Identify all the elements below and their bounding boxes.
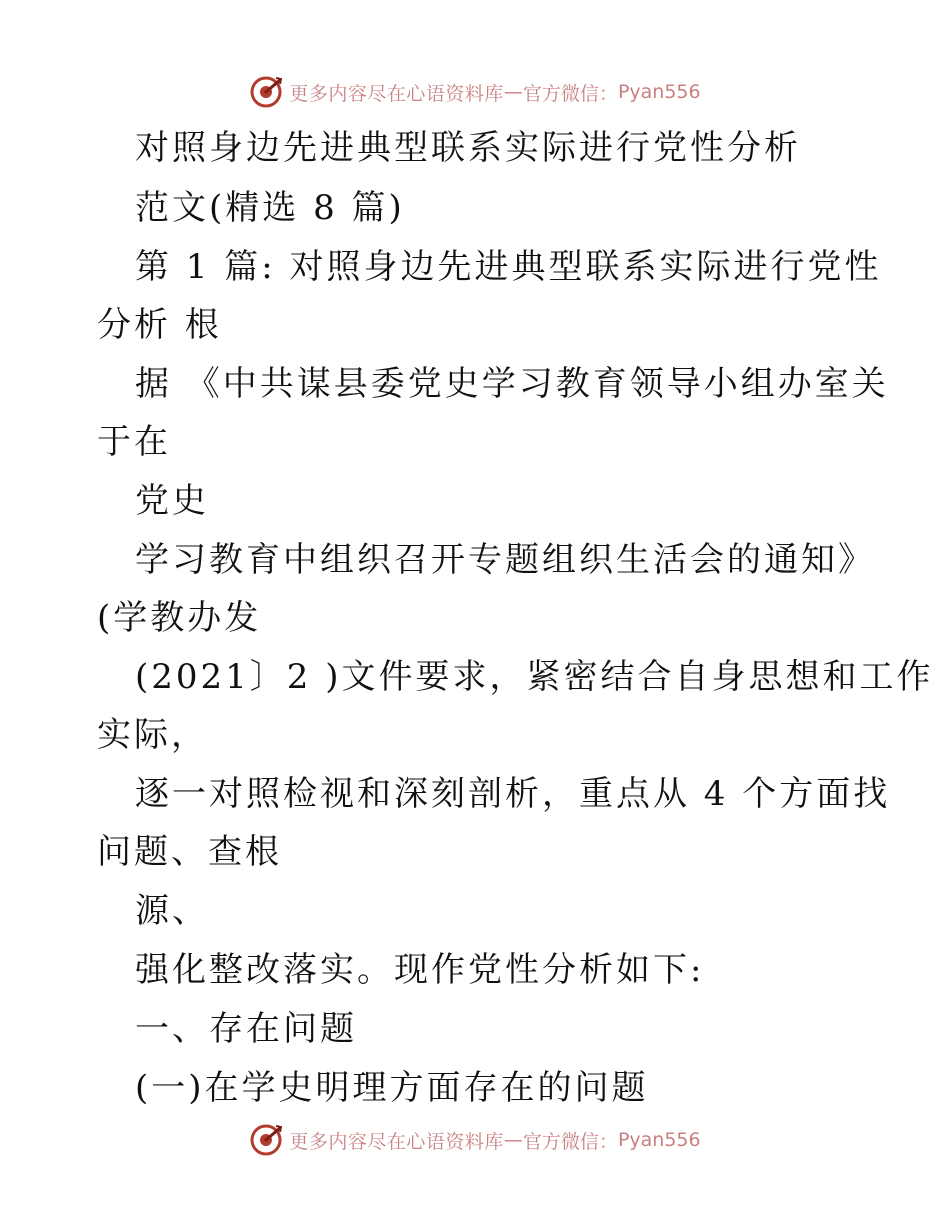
footer-banner bbox=[0, 1118, 950, 1162]
doc-text-line: 强化整改落实。现作党性分析如下: bbox=[135, 950, 705, 990]
doc-section-heading: 一、存在问题 bbox=[135, 1009, 357, 1049]
header-banner bbox=[0, 70, 950, 114]
doc-subsection-heading: (一)在学史明理方面存在的问题 bbox=[135, 1068, 649, 1108]
doc-text-line: 第 1 篇: 对照身边先进典型联系实际进行党性 bbox=[135, 247, 882, 287]
banner-wechat-id: Pyan556 bbox=[617, 1129, 701, 1151]
brand-logo-icon bbox=[249, 1123, 283, 1157]
banner-wechat-id: Pyan556 bbox=[617, 81, 701, 103]
banner-wechat-label: 官方微信： bbox=[522, 1130, 618, 1153]
doc-text-line: 于在 bbox=[97, 422, 171, 462]
doc-text-line: 逐一对照检视和深刻剖析，重点从 4 个方面找 bbox=[135, 774, 891, 814]
doc-text-line: 据 《中共谋县委党史学习教育领导小组办室关 bbox=[135, 364, 889, 404]
banner-wechat-label: 官方微信： bbox=[522, 82, 618, 105]
doc-title-line-1: 对照身边先进典型联系实际进行党性分析 bbox=[135, 128, 801, 168]
banner-separator: — bbox=[503, 81, 523, 103]
doc-text-line: 问题、查根 bbox=[97, 832, 282, 872]
doc-text-line: 学习教育中组织召开专题组织生活会的通知》 bbox=[135, 540, 875, 580]
doc-text-line: 实际， bbox=[97, 715, 208, 755]
doc-text-line: 源、 bbox=[135, 891, 209, 931]
doc-text-line: 党史 bbox=[135, 481, 209, 521]
doc-text-line: 分析 根 bbox=[97, 305, 222, 345]
doc-title-line-2: 范文(精选 8 篇) bbox=[135, 188, 405, 228]
banner-separator: — bbox=[503, 1129, 523, 1151]
doc-text-line: (学教办发 bbox=[97, 598, 262, 638]
banner-text: 更多内容尽在心语资料库 bbox=[289, 1130, 504, 1153]
banner-text: 更多内容尽在心语资料库 bbox=[289, 82, 504, 105]
doc-text-line: (2021〕2 )文件要求，紧密结合自身思想和工作 bbox=[135, 657, 934, 697]
brand-logo-icon bbox=[249, 75, 283, 109]
